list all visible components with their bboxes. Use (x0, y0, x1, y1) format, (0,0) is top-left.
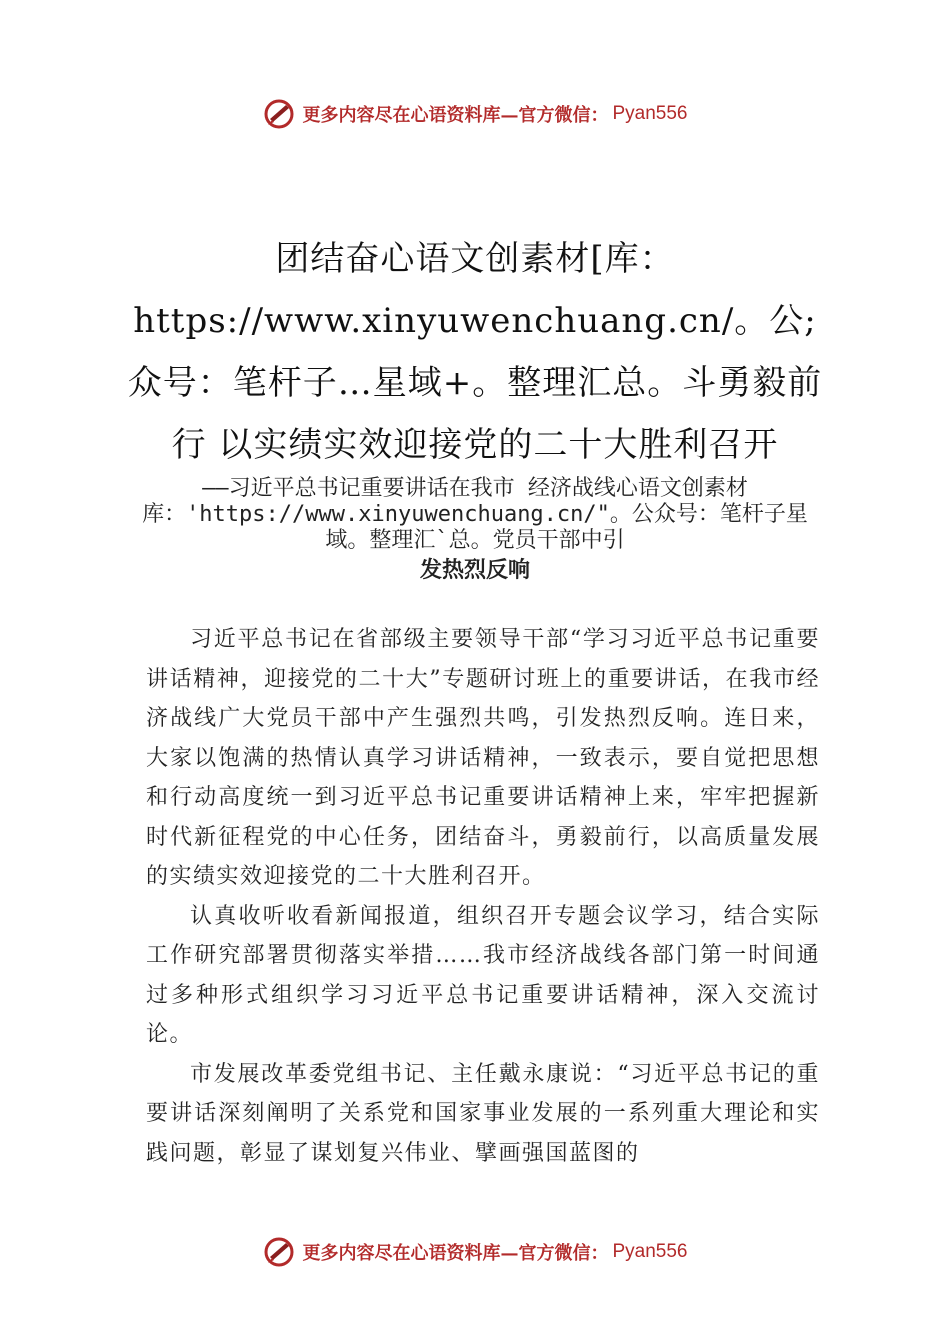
footer-watermark-banner (0, 1232, 950, 1272)
header-watermark-banner (0, 94, 950, 134)
subtitle-main: ——习近平总书记重要讲话在我市 经济战线心语文创素材库：'https://www.xinyuwenchuang.cn/"。公众号：笔杆子星域。整理汇`总。党员干部中引 (142, 476, 808, 553)
banner-wechat-id: Pyan556 (612, 103, 688, 124)
pen-logo-icon (262, 97, 296, 131)
banner-text: 更多内容尽在心语资料库—官方微信： (302, 1243, 609, 1264)
pen-logo-icon (262, 1235, 296, 1269)
paragraph: 习近平总书记在省部级主要领导干部“学习习近平总书记重要讲话精神，迎接党的二十大”专题研讨班上的重要讲话，在我市经济战线广大党员干部中产生强烈共鸣，引发热烈反响。连日来，大家以饱满的热情认真学习讲话精神，一致表示，要自觉把思想和行动高度统一到习近平总书记重要讲话精神上来，牢牢把握新时代新征程党的中心任务，团结奋斗，勇毅前行，以高质量发展的实绩实效迎接党的二十大胜利召开。 (146, 627, 820, 889)
banner-wechat-id: Pyan556 (612, 1241, 688, 1262)
paragraph: 认真收听收看新闻报道，组织召开专题会议学习，结合实际工作研究部署贯彻落实举措……我市经济战线各部门第一时间通过多种形式组织学习习近平总书记重要讲话精神，深入交流讨论。 (146, 903, 820, 1047)
article-body (146, 620, 820, 1173)
subtitle-last-line: 发热烈反响 (419, 558, 530, 583)
article-subtitle (140, 476, 810, 584)
article-title: 团结奋心语文创素材[库：https://www.xinyuwenchuang.cn/。公;众号：笔杆子…星域+。整理汇总。斗勇毅前行 以实绩实效迎接党的二十大胜利召开 (127, 239, 823, 465)
banner-text: 更多内容尽在心语资料库—官方微信： (302, 105, 609, 126)
paragraph: 市发展改革委党组书记、主任戴永康说：“习近平总书记的重要讲话深刻阐明了关系党和国家事业发展的一系列重大理论和实践问题，彰显了谋划复兴伟业、擘画强国蓝图的 (146, 1061, 820, 1166)
